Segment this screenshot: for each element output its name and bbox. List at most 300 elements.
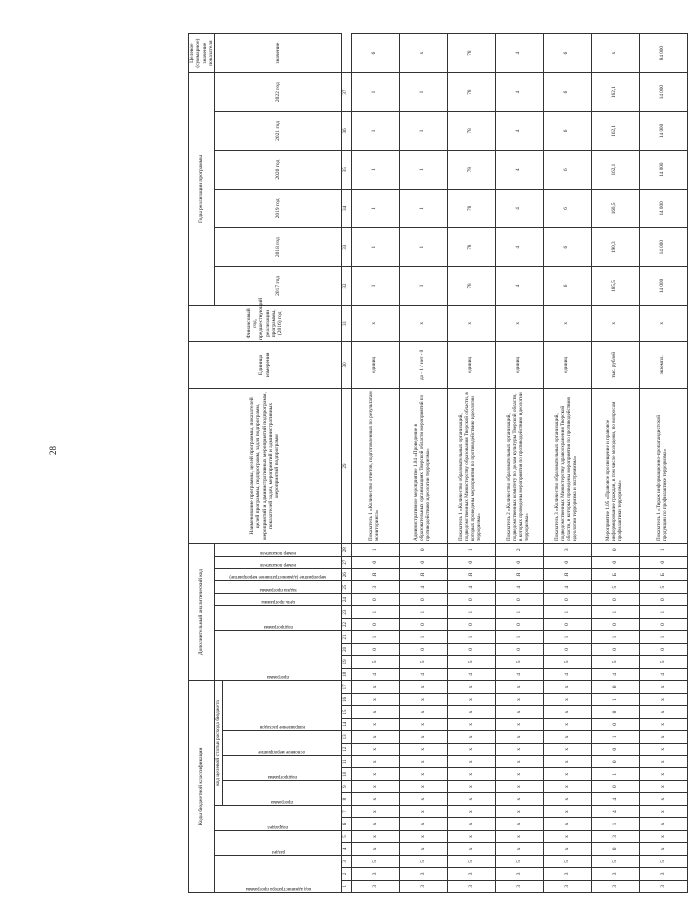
code-digit: 3 <box>591 830 639 842</box>
row-year-value: 160,5 <box>591 189 639 228</box>
code-digit: 0 <box>447 643 495 655</box>
header-add-code-1 <box>215 631 341 681</box>
code-digit: 4 <box>399 668 447 680</box>
column-number: 7 <box>341 805 351 817</box>
code-digit: х <box>495 805 543 817</box>
code-digit: 0 <box>495 618 543 630</box>
row-year-value: 14 000 <box>639 267 687 306</box>
code-digit: х <box>639 780 687 792</box>
code-digit: х <box>399 793 447 805</box>
code-digit: 1 <box>495 606 543 618</box>
column-number: 2 <box>341 868 351 880</box>
code-digit: х <box>399 768 447 780</box>
code-digit: 0 <box>495 643 543 655</box>
column-number: 36 <box>341 112 351 151</box>
header-add-code-3 <box>215 593 341 605</box>
column-number: 35 <box>341 150 351 189</box>
row-year-value: 190,3 <box>591 228 639 267</box>
table-row <box>351 34 399 893</box>
column-number: 26 <box>341 568 351 580</box>
code-digit: х <box>543 793 591 805</box>
code-digit: х <box>639 681 687 694</box>
code-digit: х <box>351 843 399 855</box>
row-year-value: 78 <box>447 228 495 267</box>
row-name: Мероприятие 1.05 «Правовое просвещение и правовое информирование граждан, в том числе молодежи, по вопросам профилактики терроризма» <box>591 388 639 543</box>
row-year-value: 4 <box>495 228 543 267</box>
row-year-value: 1 <box>351 189 399 228</box>
code-digit: х <box>495 756 543 768</box>
row-year-value: 14 000 <box>639 73 687 112</box>
header-target-sub-4 <box>222 681 341 731</box>
row-year-value: 4 <box>495 267 543 306</box>
column-number: 16 <box>341 693 351 705</box>
code-digit: х <box>495 830 543 842</box>
header-section-text: раздел <box>271 848 285 854</box>
row-target-value: 6 <box>543 34 591 73</box>
code-digit: 0 <box>591 643 639 655</box>
code-digit: 3 <box>639 868 687 880</box>
row-year-value: 14 000 <box>639 150 687 189</box>
header-target-sub-3-text: основное мероприятие <box>258 749 305 755</box>
code-digit: х <box>543 843 591 855</box>
column-number: 19 <box>341 656 351 668</box>
code-digit: 4 <box>495 581 543 593</box>
code-digit: 1 <box>399 631 447 643</box>
row-year-value: 4 <box>495 150 543 189</box>
code-digit: 1 <box>591 731 639 743</box>
code-digit: 5 <box>591 855 639 867</box>
code-digit: 1 <box>447 631 495 643</box>
page-number: 28 <box>48 446 58 455</box>
code-digit: 1 <box>399 606 447 618</box>
code-digit: х <box>351 718 399 730</box>
column-number: 34 <box>341 189 351 228</box>
row-unit: единиц <box>543 341 591 388</box>
header-target-sub-1-text: программа <box>270 798 293 804</box>
column-number: 11 <box>341 756 351 768</box>
header-target-value: значение <box>215 34 341 73</box>
code-digit: 1 <box>639 606 687 618</box>
code-digit: 4 <box>447 581 495 593</box>
code-digit: 3 <box>399 880 447 892</box>
row-year-value: 14 000 <box>639 189 687 228</box>
column-number: 12 <box>341 743 351 755</box>
code-digit: 1 <box>591 693 639 705</box>
table-row <box>399 34 447 893</box>
code-digit: 0 <box>591 718 639 730</box>
row-year-value: 6 <box>543 228 591 267</box>
header-add-code-4 <box>215 581 341 593</box>
row-year-value: 78 <box>447 189 495 228</box>
table-row <box>543 34 591 893</box>
row-name: Показатель 1 «Количество образовательных организаций, подведомственных Министерству образования Тверской области, в которых проведены мероприятия по противодействию идеологии терроризма» <box>447 388 495 543</box>
row-year-value: 1 <box>351 73 399 112</box>
header-add-code-1-text: программа <box>266 674 289 680</box>
code-digit: х <box>543 780 591 792</box>
header-add-code-4-text: задача программы <box>259 586 297 592</box>
code-digit: 0 <box>639 556 687 568</box>
code-digit: х <box>543 718 591 730</box>
code-digit: х <box>639 830 687 842</box>
code-digit: х <box>495 780 543 792</box>
code-digit: 5 <box>639 855 687 867</box>
code-digit: х <box>351 731 399 743</box>
code-digit: 0 <box>447 593 495 605</box>
row-year-value: 78 <box>447 73 495 112</box>
table-row <box>495 34 543 893</box>
column-number: 27 <box>341 556 351 568</box>
code-digit: 0 <box>495 556 543 568</box>
code-digit: 0 <box>591 618 639 630</box>
code-digit: х <box>399 843 447 855</box>
column-number: 17 <box>341 681 351 694</box>
header-subsection-text: подраздел <box>267 823 289 829</box>
code-digit: 1 <box>591 631 639 643</box>
header-target-sub-2-text: подпрограмма <box>266 773 297 779</box>
header-year-3: 2019 год <box>215 189 341 228</box>
code-digit: х <box>543 681 591 694</box>
table-row <box>591 34 639 893</box>
code-digit: х <box>639 768 687 780</box>
row-year-value: 1 <box>351 228 399 267</box>
header-add-code-6-text: номер показателя <box>260 561 296 567</box>
code-digit: 1 <box>351 544 399 557</box>
column-number: 9 <box>341 780 351 792</box>
code-digit: 5 <box>495 656 543 668</box>
code-digit: 5 <box>543 855 591 867</box>
column-number: 10 <box>341 768 351 780</box>
code-digit: х <box>351 805 399 817</box>
code-digit: х <box>399 706 447 718</box>
column-number: 15 <box>341 706 351 718</box>
code-digit: х <box>543 693 591 705</box>
code-digit: 1 <box>543 606 591 618</box>
row-year-value: 1 <box>399 112 447 151</box>
code-digit: 4 <box>447 668 495 680</box>
header-year-4: 2020 год <box>215 150 341 189</box>
code-digit: Я <box>447 568 495 580</box>
row-year-value: 1 <box>399 73 447 112</box>
header-admin-code <box>215 855 341 892</box>
code-digit: 0 <box>591 681 639 694</box>
row-target-value: 6 <box>351 34 399 73</box>
header-budget-codes: Коды бюджетной классификации <box>189 681 215 893</box>
code-digit: 0 <box>639 593 687 605</box>
code-digit: х <box>399 830 447 842</box>
header-add-code-6 <box>215 556 341 568</box>
code-digit: 5 <box>447 656 495 668</box>
code-digit: 1 <box>639 631 687 643</box>
code-digit: х <box>351 693 399 705</box>
column-number: 20 <box>341 643 351 655</box>
code-digit: х <box>543 830 591 842</box>
code-digit: 0 <box>543 618 591 630</box>
code-digit: 3 <box>543 868 591 880</box>
header-add-code-5-text: мероприятие (административное мероприятие) <box>229 574 327 580</box>
header-name: Наименование программы, целей программы, показателей целей программы, подпрограмм, задач подпрограмм, мероприятий и административных мероприятий подпрограмм, показателей задач, мероприятий и административных мероприятий подпрограмм <box>189 388 342 543</box>
code-digit: 1 <box>447 544 495 557</box>
row-name: Показатель 2 «Количество образовательных организаций, подведомственных комитету по делам культуры Тверской области, в которых проведены мероприятия по противодействию идеологии терроризма» <box>495 388 543 543</box>
code-digit: 0 <box>543 643 591 655</box>
header-target-sub-2 <box>222 756 341 781</box>
column-number: 21 <box>341 631 351 643</box>
column-number: 8 <box>341 793 351 805</box>
code-digit: 3 <box>543 544 591 557</box>
code-digit: х <box>543 731 591 743</box>
code-digit: 0 <box>591 706 639 718</box>
code-digit: 5 <box>399 656 447 668</box>
row-year-value: 1 <box>351 267 399 306</box>
code-digit: 3 <box>591 868 639 880</box>
header-add-code-2-text: подпрограмма <box>263 624 293 630</box>
code-digit: 4 <box>591 793 639 805</box>
code-digit: 0 <box>399 544 447 557</box>
code-digit: х <box>543 805 591 817</box>
row-fin-year: х <box>543 305 591 341</box>
row-fin-year: х <box>639 305 687 341</box>
column-number: 29 <box>341 388 351 543</box>
code-digit: х <box>351 706 399 718</box>
code-digit: х <box>447 793 495 805</box>
code-digit: Я <box>351 568 399 580</box>
column-number: 4 <box>341 843 351 855</box>
row-target-value: х <box>591 34 639 73</box>
row-fin-year: х <box>447 305 495 341</box>
row-year-value: 6 <box>543 73 591 112</box>
header-target-item: код целевой статьи расхода бюджета <box>215 681 222 806</box>
code-digit: 5 <box>351 656 399 668</box>
code-digit: 3 <box>447 868 495 880</box>
code-digit: 1 <box>639 544 687 557</box>
code-digit: х <box>495 681 543 694</box>
code-digit: х <box>447 706 495 718</box>
code-digit: 0 <box>591 756 639 768</box>
header-add-code-3-text: цель программы <box>261 599 295 605</box>
code-digit: 4 <box>591 668 639 680</box>
code-digit: х <box>495 818 543 830</box>
column-number: 1 <box>341 880 351 892</box>
code-digit: х <box>447 818 495 830</box>
column-number: 30 <box>341 341 351 388</box>
code-digit: х <box>447 780 495 792</box>
row-year-value: 14 000 <box>639 228 687 267</box>
code-digit: 0 <box>591 843 639 855</box>
code-digit: х <box>447 731 495 743</box>
code-digit: х <box>447 830 495 842</box>
code-digit: х <box>351 793 399 805</box>
code-digit: х <box>447 743 495 755</box>
row-name: Показатель 3 «Количество образовательных организаций, подведомственных Министерству здравоохранения Тверской области, в которых проведены мероприятия по противодействию идеологии терроризма и экстремизма» <box>543 388 591 543</box>
row-year-value: 6 <box>543 150 591 189</box>
code-digit: 5 <box>591 581 639 593</box>
code-digit: 5 <box>495 855 543 867</box>
column-number: 3 <box>341 855 351 867</box>
row-name: Административное мероприятие 1.04 «Проведение в образовательных организациях Тверской области мероприятий по противодействию идеологии терроризма» <box>399 388 447 543</box>
row-fin-year: х <box>399 305 447 341</box>
code-digit: 4 <box>639 668 687 680</box>
code-digit: х <box>543 706 591 718</box>
row-year-value: 6 <box>543 267 591 306</box>
code-digit: 3 <box>351 880 399 892</box>
code-digit: х <box>351 830 399 842</box>
code-digit: 5 <box>399 855 447 867</box>
row-unit: единиц <box>495 341 543 388</box>
column-number: 28 <box>341 544 351 557</box>
code-digit: х <box>447 681 495 694</box>
code-digit: х <box>351 681 399 694</box>
code-digit: 3 <box>639 880 687 892</box>
row-year-value: 1 <box>399 150 447 189</box>
code-digit: Я <box>495 568 543 580</box>
code-digit: х <box>351 780 399 792</box>
code-digit: х <box>351 768 399 780</box>
code-digit: х <box>495 731 543 743</box>
table-row <box>447 34 495 893</box>
code-digit: х <box>399 805 447 817</box>
code-digit: х <box>399 818 447 830</box>
header-admin-code-text: код администратора программы <box>245 886 311 891</box>
code-digit: 5 <box>447 855 495 867</box>
code-digit: 1 <box>351 606 399 618</box>
row-year-value: 78 <box>447 267 495 306</box>
code-digit: х <box>639 793 687 805</box>
code-digit: х <box>399 731 447 743</box>
header-add-code-5 <box>215 568 341 580</box>
code-digit: 1 <box>591 606 639 618</box>
header-analytic-code: Дополнительный аналитический код <box>189 544 215 681</box>
code-digit: 0 <box>351 618 399 630</box>
code-digit: 0 <box>399 556 447 568</box>
row-name: Показатель 1 «Тираж информационно-пропагандистской продукции по профилактике терроризма» <box>639 388 687 543</box>
code-digit: 0 <box>351 556 399 568</box>
column-number: 31 <box>341 305 351 341</box>
code-digit: х <box>543 743 591 755</box>
code-digit: х <box>639 843 687 855</box>
code-digit: х <box>351 743 399 755</box>
code-digit: х <box>495 718 543 730</box>
code-digit: х <box>495 743 543 755</box>
code-digit: Я <box>399 568 447 580</box>
row-fin-year: х <box>591 305 639 341</box>
code-digit: 1 <box>591 768 639 780</box>
code-digit: Я <box>543 568 591 580</box>
code-digit: х <box>447 693 495 705</box>
code-digit: х <box>495 843 543 855</box>
header-year-1: 2017 год <box>215 267 341 306</box>
code-digit: 0 <box>591 544 639 557</box>
row-year-value: 162,1 <box>591 112 639 151</box>
code-digit: х <box>543 756 591 768</box>
row-year-value: 1 <box>399 267 447 306</box>
header-unit: Единица измерения <box>189 341 342 388</box>
code-digit: х <box>495 793 543 805</box>
code-digit: Б <box>591 568 639 580</box>
code-digit: 0 <box>447 618 495 630</box>
code-digit: 1 <box>447 606 495 618</box>
code-digit: 5 <box>639 581 687 593</box>
row-year-value: 4 <box>495 112 543 151</box>
header-year-2: 2018 год <box>215 228 341 267</box>
code-digit: х <box>495 706 543 718</box>
column-number: 37 <box>341 73 351 112</box>
code-digit: 0 <box>639 618 687 630</box>
header-subsection <box>215 805 341 830</box>
code-digit: х <box>399 780 447 792</box>
code-digit: х <box>447 756 495 768</box>
header-year-6: 2022 год <box>215 73 341 112</box>
code-digit: х <box>351 756 399 768</box>
header-target: Целевое (суммарное) значение показателя <box>189 34 215 73</box>
header-add-code-2 <box>215 606 341 631</box>
row-name: Показатель 1 «Количество отчетов, подготовленных по результатам мониторинга» <box>351 388 399 543</box>
row-year-value: 1 <box>351 150 399 189</box>
row-target-value: х <box>399 34 447 73</box>
column-number: 6 <box>341 818 351 830</box>
code-digit: 0 <box>591 556 639 568</box>
code-digit: 5 <box>351 855 399 867</box>
column-number: 5 <box>341 830 351 842</box>
row-year-value: 162,1 <box>591 150 639 189</box>
code-digit: х <box>447 805 495 817</box>
code-digit: 4 <box>543 668 591 680</box>
row-year-value: 14 000 <box>639 112 687 151</box>
header-year-5: 2021 год <box>215 112 341 151</box>
header-years: Годы реализации программы <box>189 73 215 306</box>
program-indicators-table <box>188 33 688 893</box>
column-number: 33 <box>341 228 351 267</box>
code-digit: 3 <box>543 880 591 892</box>
code-digit: 1 <box>351 631 399 643</box>
code-digit: х <box>399 693 447 705</box>
row-year-value: 6 <box>543 112 591 151</box>
code-digit: х <box>447 718 495 730</box>
row-year-value: 185,5 <box>591 267 639 306</box>
code-digit: 0 <box>591 593 639 605</box>
row-year-value: 1 <box>399 228 447 267</box>
row-fin-year: х <box>495 305 543 341</box>
code-digit: 0 <box>399 618 447 630</box>
code-digit: х <box>639 718 687 730</box>
row-year-value: 1 <box>351 112 399 151</box>
code-digit: 0 <box>639 643 687 655</box>
code-digit: х <box>639 756 687 768</box>
code-digit: х <box>543 768 591 780</box>
code-digit: 5 <box>639 656 687 668</box>
code-digit: х <box>639 818 687 830</box>
code-digit: х <box>639 743 687 755</box>
row-year-value: 162,1 <box>591 73 639 112</box>
column-number: 32 <box>341 267 351 306</box>
row-unit: да - 1 / нет - 0 <box>399 341 447 388</box>
code-digit: 3 <box>351 581 399 593</box>
code-digit: 3 <box>447 880 495 892</box>
code-digit: 3 <box>351 868 399 880</box>
header-target-sub-3 <box>222 731 341 756</box>
code-digit: 0 <box>591 780 639 792</box>
code-digit: 4 <box>399 581 447 593</box>
row-year-value: 6 <box>543 189 591 228</box>
code-digit: х <box>399 681 447 694</box>
code-digit: 3 <box>495 868 543 880</box>
row-year-value: 78 <box>447 112 495 151</box>
code-digit: 1 <box>543 631 591 643</box>
code-digit: 4 <box>543 581 591 593</box>
code-digit: 0 <box>543 593 591 605</box>
row-unit: единиц <box>447 341 495 388</box>
column-number: 25 <box>341 581 351 593</box>
code-digit: 1 <box>495 631 543 643</box>
code-digit: х <box>495 768 543 780</box>
